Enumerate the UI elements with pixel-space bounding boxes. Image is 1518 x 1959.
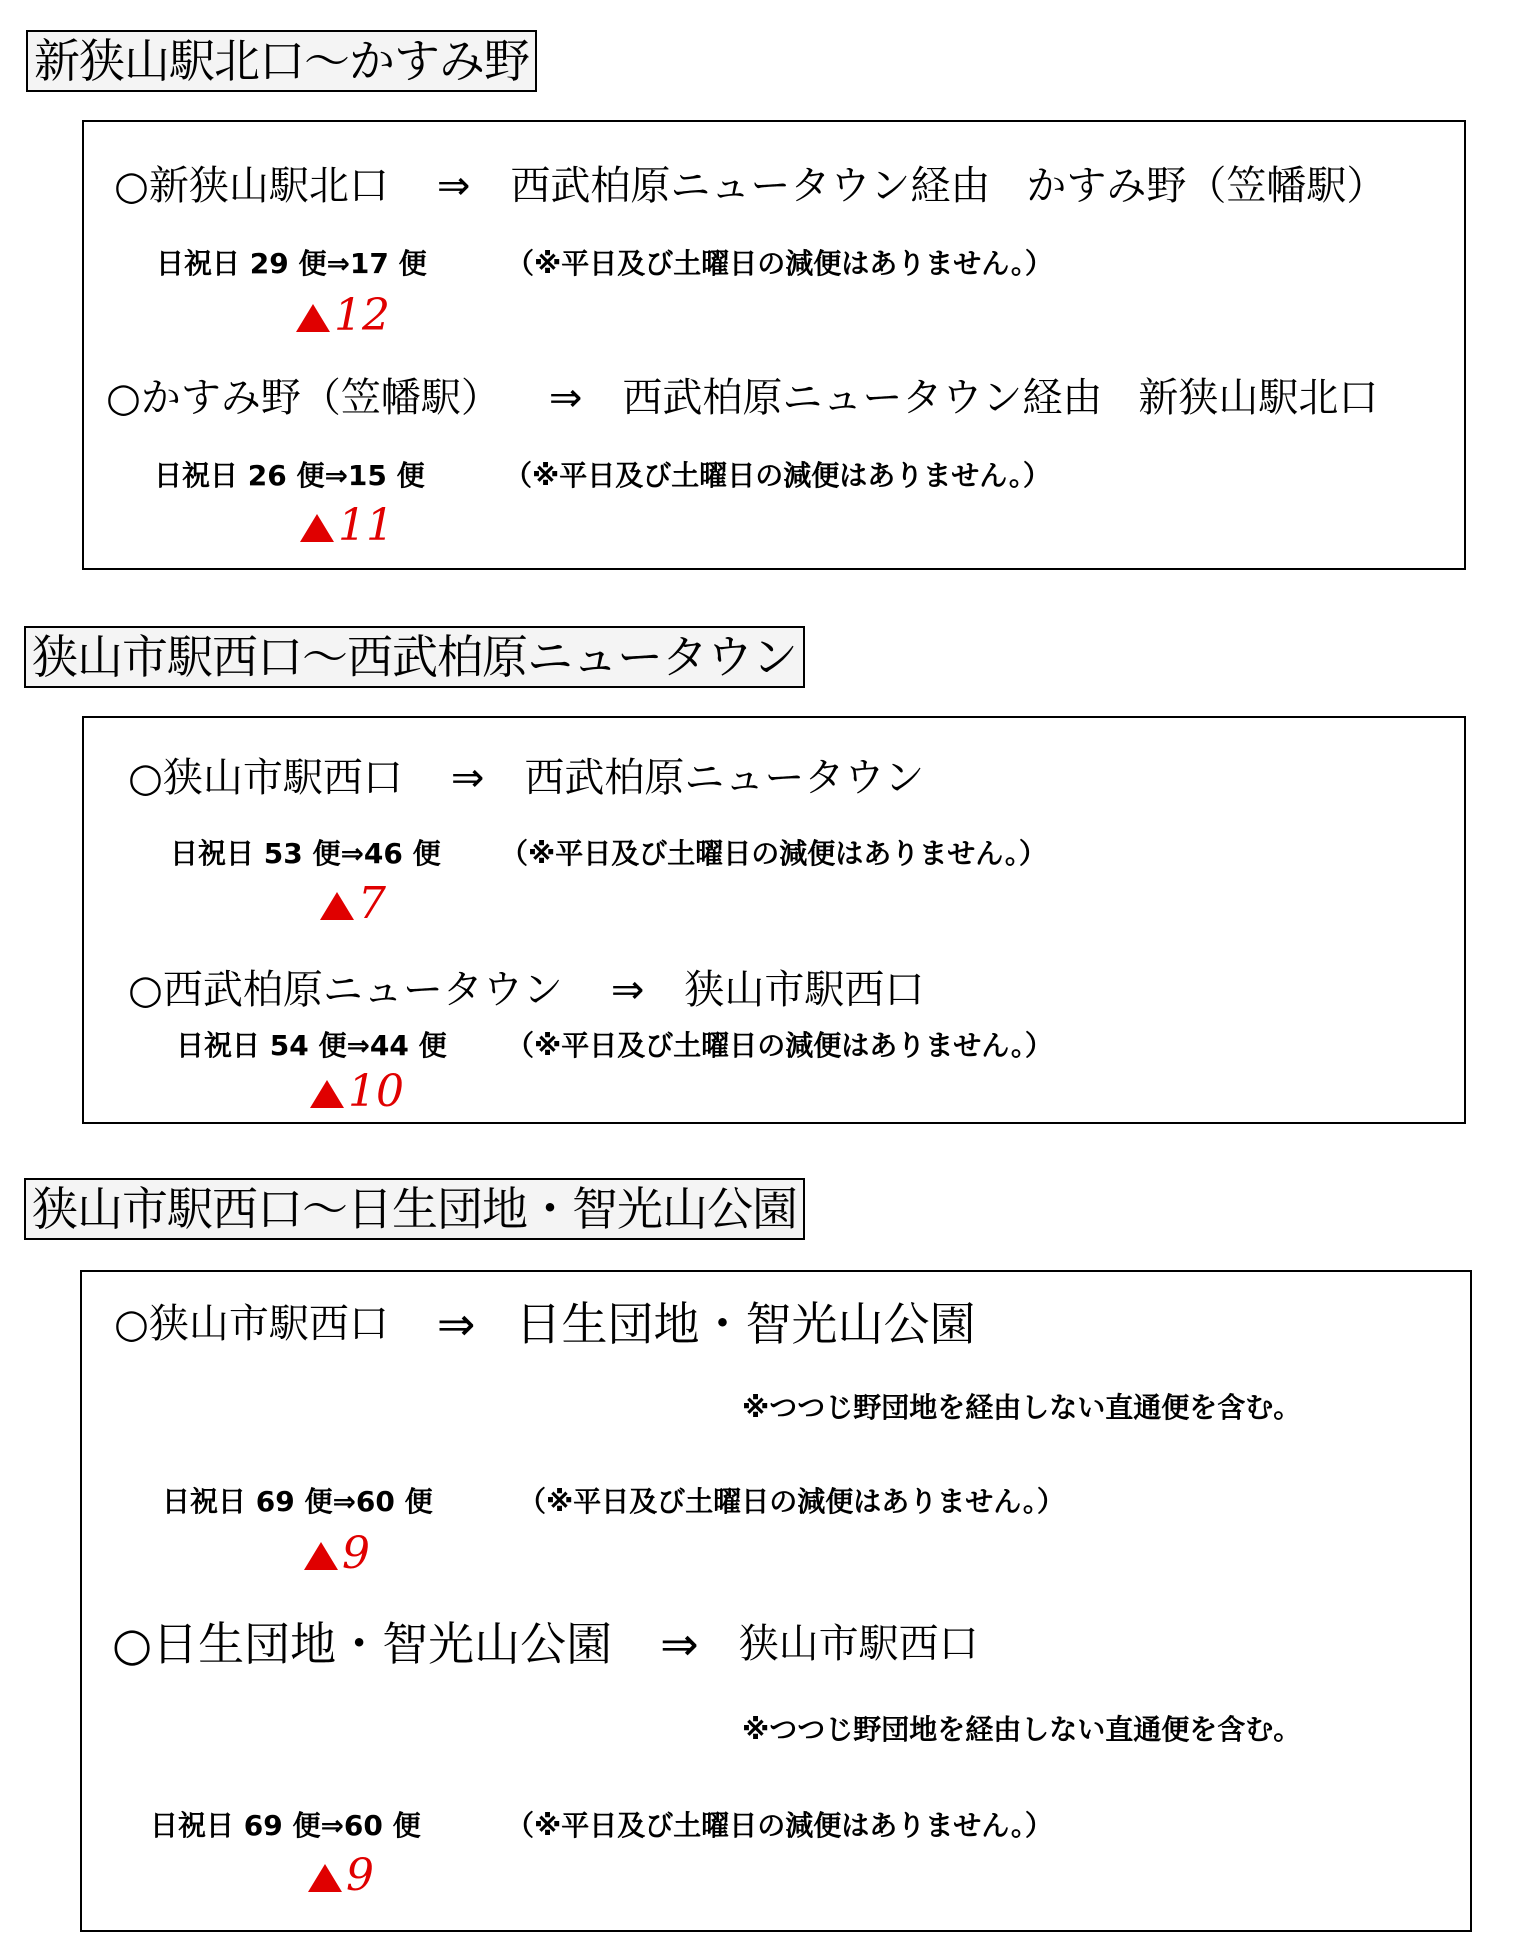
service-count-row (156, 246, 1053, 282)
route-row (128, 754, 924, 802)
triangle-icon (320, 892, 354, 920)
route-to: かすみ野（笠幡駅） (1026, 163, 1387, 209)
direct-service-note: ※つつじ野団地を経由しない直通便を含む。 (742, 1713, 1302, 1746)
section-title-sayamashi-nissei-chikozan: 狭山市駅西口～日生団地・智光山公園 (24, 1178, 805, 1240)
route-row (112, 1617, 979, 1671)
route-row (128, 966, 924, 1014)
reduction-mark (296, 290, 390, 341)
service-count-row (170, 836, 1047, 872)
service-count: 日祝日 29 便⇒17 便 (156, 247, 427, 280)
route-from: ○狭山市駅西口 (128, 755, 403, 801)
arrow-icon: ⇒ (660, 1617, 699, 1671)
service-count-row (150, 1808, 1053, 1844)
route-from: ○かすみ野（笠幡駅） (106, 375, 501, 421)
triangle-icon (300, 514, 334, 542)
service-count-row (176, 1028, 1053, 1064)
triangle-icon (308, 1864, 342, 1892)
reduction-number: 9 (346, 1850, 374, 1901)
arrow-icon: ⇒ (610, 967, 645, 1013)
service-count: 日祝日 26 便⇒15 便 (154, 459, 425, 492)
section-box-sayamashi-nissei-chikozan (80, 1270, 1472, 1932)
route-to: 日生団地・智光山公園 (515, 1297, 976, 1351)
service-count-row (154, 458, 1051, 494)
triangle-icon (310, 1080, 344, 1108)
reduction-number: 10 (348, 1066, 404, 1117)
service-count: 日祝日 69 便⇒60 便 (162, 1485, 433, 1518)
reduction-mark (320, 878, 386, 929)
service-remark: （※平日及び土曜日の減便はありません。） (506, 1809, 1053, 1842)
service-count-row (162, 1484, 1065, 1520)
route-from: ○西武柏原ニュータウン (128, 967, 563, 1013)
route-to: 狭山市駅西口 (738, 1621, 979, 1667)
route-from: ○狭山市駅西口 (114, 1301, 389, 1347)
service-count: 日祝日 54 便⇒44 便 (176, 1029, 447, 1062)
section-box-sayamashi-newtown (82, 716, 1466, 1124)
arrow-icon: ⇒ (450, 755, 485, 801)
route-via: 西武柏原ニュータウン経由 (622, 375, 1103, 421)
arrow-icon: ⇒ (548, 375, 583, 421)
service-remark: （※平日及び土曜日の減便はありません。） (500, 837, 1047, 870)
route-row (114, 1297, 976, 1351)
arrow-icon: ⇒ (436, 1297, 476, 1351)
arrow-icon: ⇒ (436, 163, 471, 209)
direct-service-note: ※つつじ野団地を経由しない直通便を含む。 (742, 1391, 1302, 1424)
section-box-shinsayama-kasumino (82, 120, 1466, 570)
route-row (114, 162, 1386, 210)
service-remark: （※平日及び土曜日の減便はありません。） (504, 459, 1051, 492)
reduction-mark (304, 1528, 370, 1579)
route-row (106, 374, 1378, 422)
route-to: 西武柏原ニュータウン (524, 755, 925, 801)
reduction-mark (308, 1850, 374, 1901)
reduction-number: 12 (334, 290, 390, 341)
triangle-icon (304, 1542, 338, 1570)
service-count: 日祝日 69 便⇒60 便 (150, 1809, 421, 1842)
service-remark: （※平日及び土曜日の減便はありません。） (506, 1029, 1053, 1062)
route-from: ○新狭山駅北口 (114, 163, 389, 209)
section-title-shinsayama-kasumino: 新狭山駅北口～かすみ野 (26, 30, 537, 92)
reduction-mark (310, 1066, 404, 1117)
reduction-mark (300, 500, 394, 551)
service-remark: （※平日及び土曜日の減便はありません。） (518, 1485, 1065, 1518)
reduction-number: 7 (358, 878, 386, 929)
service-remark: （※平日及び土曜日の減便はありません。） (506, 247, 1053, 280)
reduction-number: 11 (338, 500, 394, 551)
route-via: 西武柏原ニュータウン経由 (510, 163, 991, 209)
section-title-sayamashi-newtown: 狭山市駅西口～西武柏原ニュータウン (24, 626, 805, 688)
triangle-icon (296, 304, 330, 332)
reduction-number: 9 (342, 1528, 370, 1579)
service-count: 日祝日 53 便⇒46 便 (170, 837, 441, 870)
route-to: 狭山市駅西口 (684, 967, 925, 1013)
route-to: 新狭山駅北口 (1138, 375, 1379, 421)
route-from: ○日生団地・智光山公園 (112, 1617, 613, 1671)
